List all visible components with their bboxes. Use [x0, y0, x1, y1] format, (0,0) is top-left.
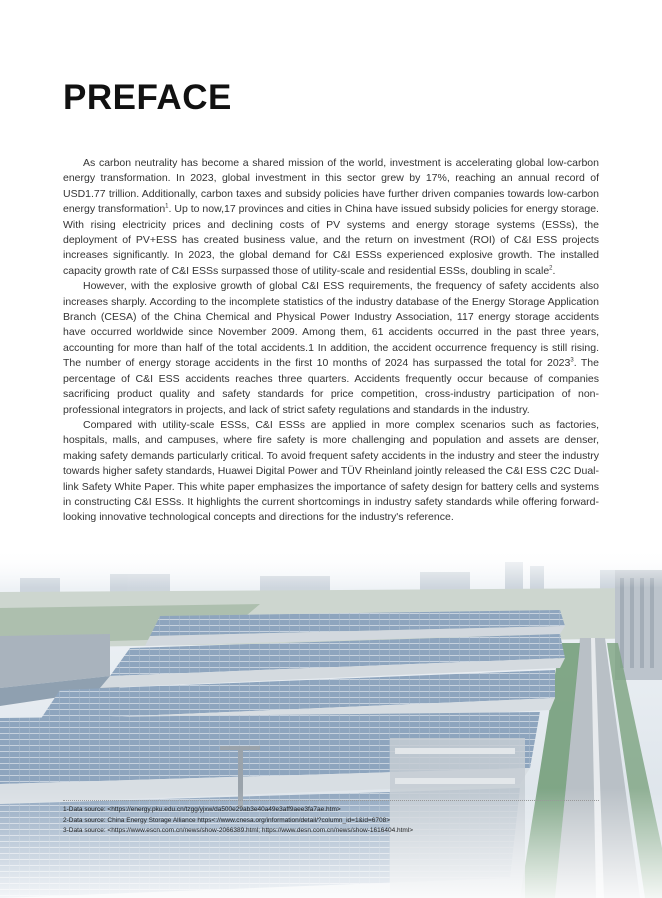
paragraph-1: As carbon neutrality has become a shared mission of the world, investment is accelerating global low-carbon energy transformation. In 2023, global investment in this sector grew by 17%, reaching an annual record of USD1.77 trillion. Additionally, carbon taxes and subsidy policies have further driven companies towards low-carbon energy transformation$^1$. Up to now,17 provinces and cities in China have issued subsidy policies for energy storage. With rising electricity prices and declining costs of PV systems and energy storage systems (ESSs), the deployment of PV+ESS has created business value, and the return on investment (ROI) of C&I ESS projects increases significantly. In 2023, the global demand for C&I ESSs experienced explosive growth. The installed capacity growth rate of C&I ESSs surpassed those of utility-scale and residential ESSs, doubling in scale$^2$. [63, 157, 599, 277]
footnotes [63, 800, 599, 837]
aerial-solar-rooftops-photo [0, 548, 662, 898]
footnote-3[interactable]: 3-Data source: <https://www.escn.com.cn/news/show-2066389.html; https://www.desn.com.cn/news/show-1616404.html> [63, 827, 414, 834]
footnote-ref-3[interactable]: 3 [570, 357, 574, 364]
paragraph-3: Compared with utility-scale ESSs, C&I ESSs are applied in more complex scenarios such as factories, hospitals, malls, and campuses, where fire safety is more challenging and population and assets are denser, making safety demands particularly critical. To avoid frequent safety accidents in the industry and steer the industry towards higher safety standards, Huawei Digital Power and TÜV Rheinland jointly released the C&I ESS C2C Dual-link Safety White Paper. This white paper emphasizes the importance of safety design for battery cells and systems in constructing C&I ESSs. It highlights the current shortcomings in industry safety standards while offering forward-looking innovative technological concepts and directions for the industry's reference. [63, 418, 599, 524]
footnote-ref-1[interactable]: 1 [165, 203, 169, 210]
footnote-ref-2[interactable]: 2 [549, 265, 553, 272]
paragraph-2: However, with the explosive growth of global C&I ESS requirements, the frequency of safety accidents also increases sharply. According to the incomplete statistics of the industry database of the Energy Storage Application Branch (CESA) of the China Chemical and Physical Power Industry Association, 117 energy storage accidents have occurred worldwide since November 2009. Among them, 61 accidents occurred in the past three years, accounting for more than half of the total accidents.1 In addition, the accident occurrence frequency is still rising. The number of energy storage accidents in the first 10 months of 2024 has surpassed the total for 2023$^3$. The percentage of C&I ESS accidents reaches three quarters. Accidents frequently occur because of companies sacrificing product quality and safety standards for price competition, cross-industry participation of non-professional integrators in projects, and lack of strict safety regulations and standards in the industry. [63, 280, 599, 416]
footnote-1[interactable]: 1-Data source: <https://energy.pku.edu.cn/tzgg/yjxw/da500e29ab3e40a49e3aff9aee3fa7ae.htm> [63, 806, 341, 813]
body-text [63, 156, 599, 526]
page-title: PREFACE [63, 78, 232, 117]
footnote-2[interactable]: 2-Data source: China Energy Storage Alliance https<://www.cnesa.org/information/detail/?column_id=1&id=6708> [63, 816, 390, 824]
